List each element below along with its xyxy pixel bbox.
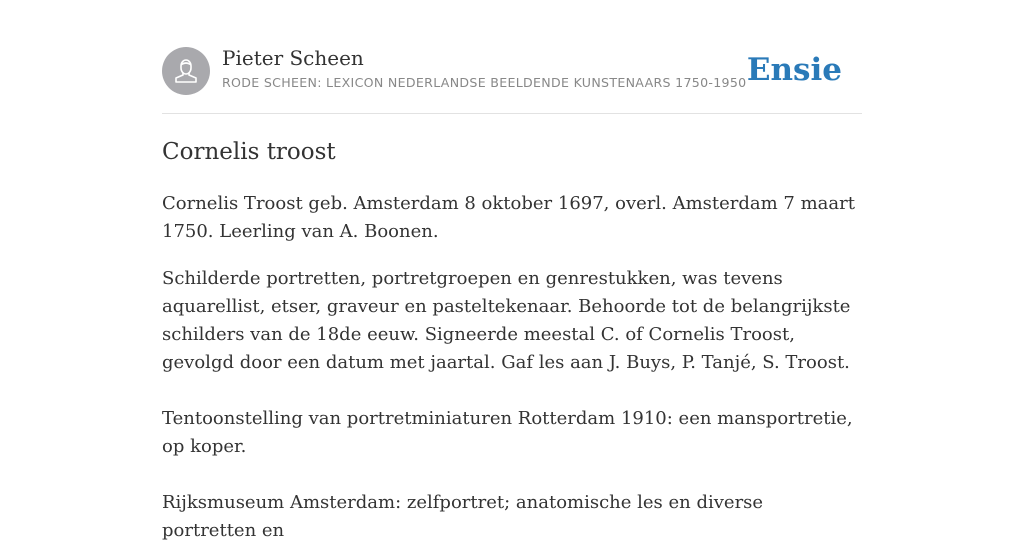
- paragraph-description: Schilderde portretten, portretgroepen en genrestukken, was tevens aquarellist, etser, graveur en pasteltekenaar. Behoorde tot de belangrijkste schilders van de 18de eeuw. Signeerde meestal C. of Cornelis Troost, gevolgd door een datum met jaartal. Gaf les aan J. Buys, P. Tanjé, S. Troost. Tentoonstelling van portretminiaturen Rotterdam 1910: een mansportretie, op koper. Rijksmuseum Amsterdam: zelfportret; anatomische les en diverse portretten en: [162, 268, 853, 541]
- article-title: Cornelis troost: [162, 139, 336, 165]
- user-silhouette-icon: [162, 47, 210, 95]
- paragraph-biography: Cornelis Troost geb. Amsterdam 8 oktober 1697, overl. Amsterdam 7 maart 1750. Leerling van A. Boonen.: [162, 193, 855, 242]
- article-header: [162, 46, 862, 114]
- source-title[interactable]: RODE SCHEEN: LEXICON NEDERLANDSE BEELDENDE KUNSTENAARS 1750-1950: [222, 75, 747, 90]
- article-body: [162, 190, 862, 545]
- ensie-logo[interactable]: Ensie: [746, 52, 842, 88]
- author-name[interactable]: Pieter Scheen: [222, 46, 364, 70]
- author-avatar[interactable]: [162, 47, 210, 95]
